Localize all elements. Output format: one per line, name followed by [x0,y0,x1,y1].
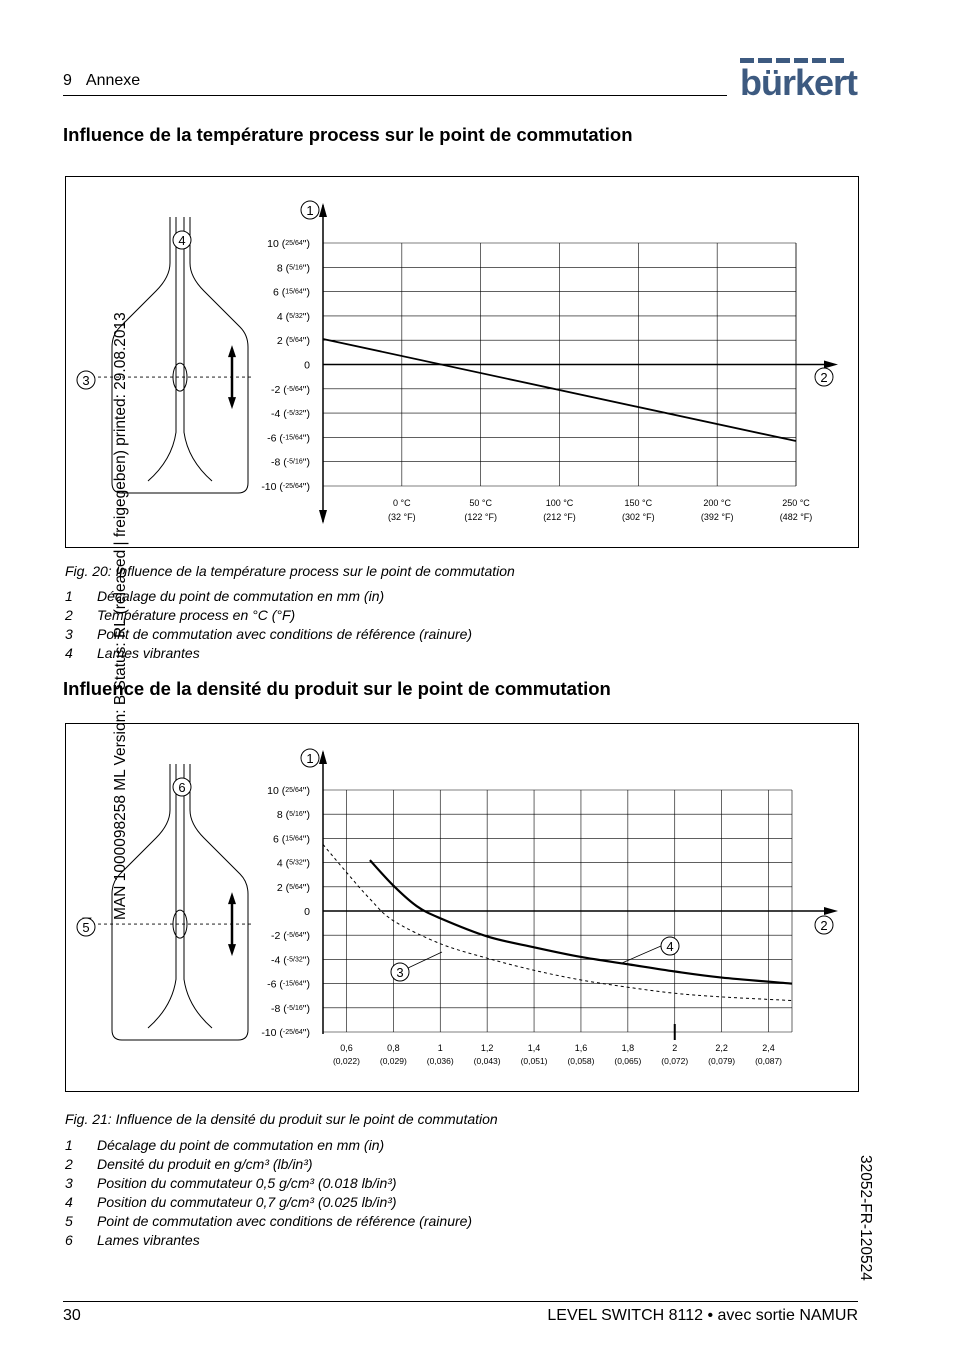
legend-text: Point de commutation avec conditions de référence (rainure) [97,1213,473,1229]
y-tick-label: -4 (-5/32") [271,408,310,421]
y-tick-unit: ") [302,978,310,991]
fork-outline [184,217,212,481]
y-axis-arrow-up [319,750,327,764]
document-code-text: 32052-FR-120524 [857,1155,874,1281]
legend-number: 3 [65,626,73,642]
y-tick-unit: ") [302,383,310,396]
callout-2-label: 2 [820,370,828,385]
y-tick-label: -10 (-25/64") [261,481,310,493]
y-tick-fraction: -5/16 [286,458,303,466]
x-tick-label: 1,6 [574,1043,588,1053]
y-tick-fraction: -5/32 [286,956,303,964]
x-tick-sublabel: (0,029) [379,1056,407,1066]
x-tick-label: 50 °C [469,498,492,508]
x-tick-label: 0 °C [393,498,411,508]
x-tick-label: 0,8 [387,1043,400,1053]
x-tick-label: 2,4 [762,1043,775,1053]
legend-number: 2 [65,1156,73,1172]
legend-item [65,1232,472,1251]
callout-3-leader [408,952,442,968]
legend-text: Température process en °C (°F) [97,607,296,623]
y-tick-label: 8 (5/16") [276,262,310,275]
x-tick-label: 1,4 [527,1043,541,1053]
legend-number: 6 [65,1232,73,1248]
x-tick-sublabel: (392 °F) [700,512,734,522]
fork-outline [112,217,248,493]
section-header [63,72,140,90]
y-tick-unit: ") [302,335,310,348]
x-tick-sublabel: (0,022) [332,1056,360,1066]
y-tick-unit: ") [302,310,310,323]
x-tick-sublabel: (0,051) [520,1056,548,1066]
y-tick-unit: ") [302,809,310,822]
x-tick-sublabel: (482 °F) [779,512,813,522]
y-tick-label: -2 (-5/64") [271,930,310,943]
x-tick-sublabel: (0,065) [614,1056,642,1066]
y-tick-unit: ") [302,262,310,275]
x-tick-sublabel: (32 °F) [388,512,416,522]
legend-item [65,1156,472,1175]
y-tick-label: 8 (5/16") [276,809,310,822]
y-tick-fraction: -5/32 [286,410,303,418]
section-number: 9 [63,72,72,89]
vibrating-fork-sketch [112,217,248,493]
legend-text: Densité du produit en g/cm³ (lb/in³) [97,1156,313,1172]
arrow-head-up [228,892,236,904]
document-status-stamp [88,150,128,930]
callout-6-label: 6 [178,780,186,795]
x-tick-label: 2 [672,1043,678,1053]
page-number: 30 [63,1307,81,1324]
y-tick-fraction: 15/64 [285,835,303,843]
x-tick-sublabel: (122 °F) [464,512,497,522]
callout-2-label: 2 [820,918,828,933]
fork-outline [148,764,176,1028]
x-tick-sublabel: (302 °F) [622,512,655,522]
vibrating-fork-sketch [112,764,248,1040]
y-tick-label: 4 (5/32") [276,310,310,323]
header-rule [63,95,727,96]
y-tick-label: -6 (-15/64") [267,978,310,991]
callout-4-label: 4 [178,233,186,248]
x-axis-arrow [824,361,838,369]
callout-4-label: 4 [666,939,674,954]
legend-item [65,1194,472,1213]
y-tick-unit: ") [302,1027,310,1039]
legend-text: Position du commutateur 0,7 g/cm³ (0.025 lb/in³) [97,1194,397,1210]
y-tick-unit: ") [302,833,310,846]
section-title: Annexe [85,72,141,89]
legend-text: Lames vibrantes [97,1232,200,1248]
callout-3-label: 3 [396,965,404,980]
y-tick-fraction: 5/32 [289,859,303,867]
y-tick-label: 6 (15/64") [272,833,310,846]
document-code [857,1155,900,1305]
y-tick-fraction: 25/64 [285,787,303,794]
y-axis-arrow-down [319,510,327,524]
arrow-head-down [228,944,236,956]
y-tick-label: 10 (25/64") [267,785,310,797]
y-tick-label: 6 (15/64") [272,286,310,299]
x-tick-sublabel: (0,036) [426,1056,454,1066]
figure-21-caption: Fig. 21: Influence de la densité du produit sur le point de commutation [65,1111,498,1127]
arrow-head-down [228,397,236,409]
y-tick-unit: ") [302,785,310,797]
x-axis-arrow [824,907,838,915]
y-tick-label: -10 (-25/64") [261,1027,310,1039]
x-tick-label: 100 °C [545,498,574,508]
legend-number: 1 [65,588,73,604]
x-tick-label: 1,8 [621,1043,635,1053]
x-tick-sublabel: (0,072) [661,1056,689,1066]
callout-1-label: 1 [306,751,314,766]
legend-number: 4 [65,645,73,661]
y-tick-unit: ") [302,881,310,894]
logo-text: bürkert [740,62,858,103]
x-tick-sublabel: (212 °F) [543,512,576,522]
legend-item [65,1175,472,1194]
figure-21-legend [65,1137,472,1251]
callout-3-label: 3 [82,373,90,388]
y-tick-unit: ") [302,432,310,445]
y-tick-fraction: 5/64 [289,337,303,345]
y-tick-unit: ") [302,456,310,469]
y-tick-fraction: 5/32 [289,312,303,320]
y-tick-label: -8 (-5/16") [271,456,310,469]
footer-rule [63,1301,858,1302]
y-tick-unit: ") [302,930,310,943]
y-tick-unit: ") [302,1002,310,1015]
figure-20 [65,176,859,548]
section2-heading: Influence de la densité du produit sur le point de commutation [63,678,611,699]
legend-text: Point de commutation avec conditions de référence (rainure) [97,626,473,642]
y-tick-label: -6 (-15/64") [267,432,310,445]
y-tick-fraction: 15/64 [285,288,303,296]
y-tick-label: 10 (25/64") [267,238,310,250]
fork-outline [148,217,176,481]
y-axis-arrow-up [319,203,327,217]
y-tick-fraction: -25/64 [282,483,303,490]
density-chart [66,724,858,1091]
legend-number: 3 [65,1175,73,1191]
y-tick-unit: ") [302,954,310,967]
x-tick-label: 2,2 [715,1043,728,1053]
fork-outline [112,764,248,1040]
legend-number: 1 [65,1137,73,1153]
callout-5-label: 5 [82,920,90,935]
y-tick-unit: ") [302,286,310,299]
y-tick-label: -4 (-5/32") [271,954,310,967]
legend-text: Lames vibrantes [97,645,200,661]
fork-outline [184,764,212,1028]
y-tick-fraction: -25/64 [282,1029,303,1036]
x-tick-label: 200 °C [703,498,731,508]
arrow-head-up [228,345,236,357]
y-tick-label: 2 (5/64") [276,335,310,348]
y-tick-fraction: 5/16 [289,811,303,819]
x-tick-label: 0,6 [340,1043,353,1053]
y-tick-fraction: 5/16 [289,264,303,272]
status-stamp-text: MAN 1000098258 ML Version: B Status: RL (released | freigegeben) printed: 29.08.2013 [112,312,129,920]
legend-number: 4 [65,1194,73,1210]
y-tick-fraction: 5/64 [289,883,303,891]
x-tick-sublabel: (0,058) [567,1056,595,1066]
burkert-logo [740,58,858,103]
callout-1-label: 1 [306,203,314,218]
y-tick-fraction: -15/64 [282,980,303,988]
legend-number: 5 [65,1213,73,1229]
y-tick-fraction: 25/64 [285,240,303,247]
y-tick-unit: ") [302,857,310,870]
figure-20-caption: Fig. 20: Influence de la température process sur le point de commutation [65,563,515,579]
y-tick-label: -8 (-5/16") [271,1002,310,1015]
footer-title: LEVEL SWITCH 8112 • avec sortie NAMUR [547,1307,858,1324]
y-tick-fraction: -5/64 [286,385,303,393]
x-tick-label: 150 °C [624,498,653,508]
y-tick-fraction: -5/16 [286,1004,303,1012]
y-tick-label: 2 (5/64") [276,881,310,894]
y-tick-unit: ") [302,481,310,493]
y-tick-fraction: -5/64 [286,932,303,940]
legend-text: Décalage du point de commutation en mm (in) [97,1137,385,1153]
x-tick-label: 1,2 [480,1043,494,1053]
y-tick-label: -2 (-5/64") [271,383,310,396]
legend-item [65,1213,472,1232]
x-tick-sublabel: (0,079) [708,1056,736,1066]
x-tick-sublabel: (0,043) [473,1056,501,1066]
y-tick-fraction: -15/64 [282,434,303,442]
section1-heading: Influence de la température process sur le point de commutation [63,124,633,145]
temperature-chart [66,177,858,547]
figure-21 [65,723,859,1092]
y-tick-label: 4 (5/32") [276,857,310,870]
legend-text: Position du commutateur 0,5 g/cm³ (0.018 lb/in³) [97,1175,397,1191]
y-tick-unit: ") [302,238,310,250]
y-tick-unit: ") [302,408,310,421]
x-tick-sublabel: (0,087) [755,1056,783,1066]
y-tick-label: 0 [304,906,310,918]
x-tick-label: 1 [437,1043,443,1053]
legend-number: 2 [65,607,73,623]
legend-item [65,1137,472,1156]
y-tick-label: 0 [304,359,310,372]
legend-text: Décalage du point de commutation en mm (in) [97,588,385,604]
x-tick-label: 250 °C [782,498,810,508]
